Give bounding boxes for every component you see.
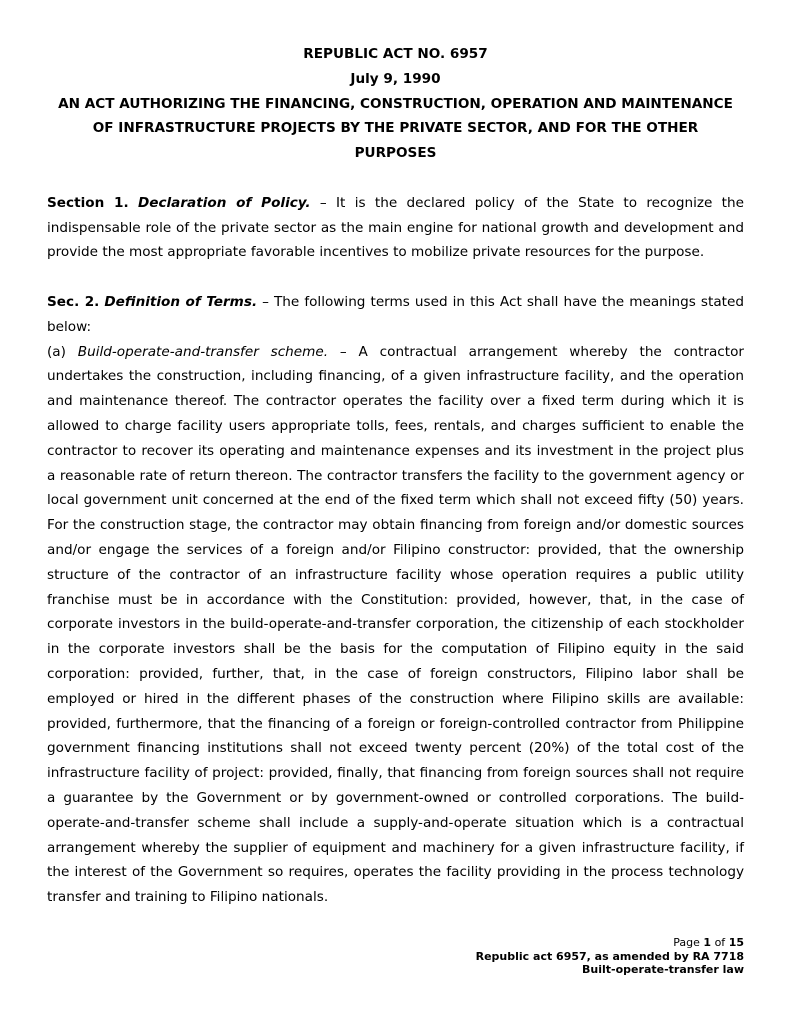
of-word: of: [714, 936, 726, 949]
section-2-item-a: [47, 340, 744, 910]
page-number: 1: [703, 936, 712, 949]
item-a-term: Build-operate-and-transfer scheme.: [77, 343, 329, 360]
act-number: REPUBLIC ACT NO. 6957: [303, 46, 488, 62]
act-title-line-2: OF INFRASTRUCTURE PROJECTS BY THE PRIVATE SECTOR, AND FOR THE OTHER: [92, 120, 699, 137]
document-header: [47, 42, 744, 166]
act-date: July 9, 1990: [350, 70, 441, 87]
section-2-label: Sec. 2.: [47, 293, 100, 310]
section-2-title: Definition of Terms.: [104, 293, 258, 310]
document-page: [47, 42, 744, 910]
section-1-title: Declaration of Policy.: [137, 194, 311, 211]
section-1-label: Section 1.: [47, 194, 129, 211]
page-total: 15: [728, 936, 744, 949]
act-title-line-1: AN ACT AUTHORIZING THE FINANCING, CONSTRUCTION, OPERATION AND MAINTENANCE: [58, 95, 733, 112]
section-1-paragraph: [47, 191, 744, 265]
footer-law-name: Built-operate-transfer law: [582, 963, 744, 977]
section-2-paragraph: [47, 290, 744, 340]
act-title-line-3: PURPOSES: [354, 145, 437, 162]
section-1-text: – It is the declared policy of the State to recognize the indispensable role of the private sector as the main engine for national growth and development and provide the most appropriate favorable incentives to mobilize private resources for the purpose.: [47, 194, 744, 261]
page-footer: [476, 936, 744, 977]
item-a-text: – A contractual arrangement whereby the contractor undertakes the construction, including financing, of a given infrastructure facility, and the operation and maintenance thereof. The contractor operates the facility over a fixed term during which it is allowed to charge facility users appropriate tolls, fees, rentals, and charges sufficient to enable the contractor to recover its operating and maintenance expenses and its investment in the project plus a reasonable rate of return thereon. The contractor transfers the facility to the government agency or local government unit concerned at the end of the fixed term which shall not exceed fifty (50) years. For the construction stage, the contractor may obtain financing from foreign and/or domestic sources and/or engage the services of a foreign and/or Filipino constructor: provided, that the ownership structure of the contractor of an infrastructure facility whose operation requires a public utility franchise must be in accordance with the Constitution: provided, however, that, in the case of corporate investors in the build-operate-and-transfer corporation, the citizenship of each stockholder in the corporate investors shall be the basis for the computation of Filipino equity in the said corporation: provided, further, that, in the case of foreign constructors, Filipino labor shall be employed or hired in the different phases of the construction where Filipino skills are available: provided, furthermore, that the financing of a foreign or foreign-controlled contractor from Philippine government financing institutions shall not exceed twenty percent (20%) of the total cost of the infrastructure facility of project: provided, finally, that financing from foreign sources shall not require a guarantee by the Government or by government-owned or controlled corporations. The build-operate-and-transfer scheme shall include a supply-and-operate situation which is a contractual arrangement whereby the supplier of equipment and machinery for a given infrastructure facility, if the interest of the Government so requires, operates the facility providing in the process technology transfer and training to Filipino nationals.: [47, 343, 744, 906]
section-2-text: – The following terms used in this Act shall have the meanings stated below:: [47, 293, 744, 335]
item-a-marker: (a): [47, 343, 66, 360]
page-indicator: [476, 936, 744, 950]
page-word: Page: [673, 936, 700, 949]
footer-act-reference: Republic act 6957, as amended by RA 7718: [475, 949, 744, 963]
